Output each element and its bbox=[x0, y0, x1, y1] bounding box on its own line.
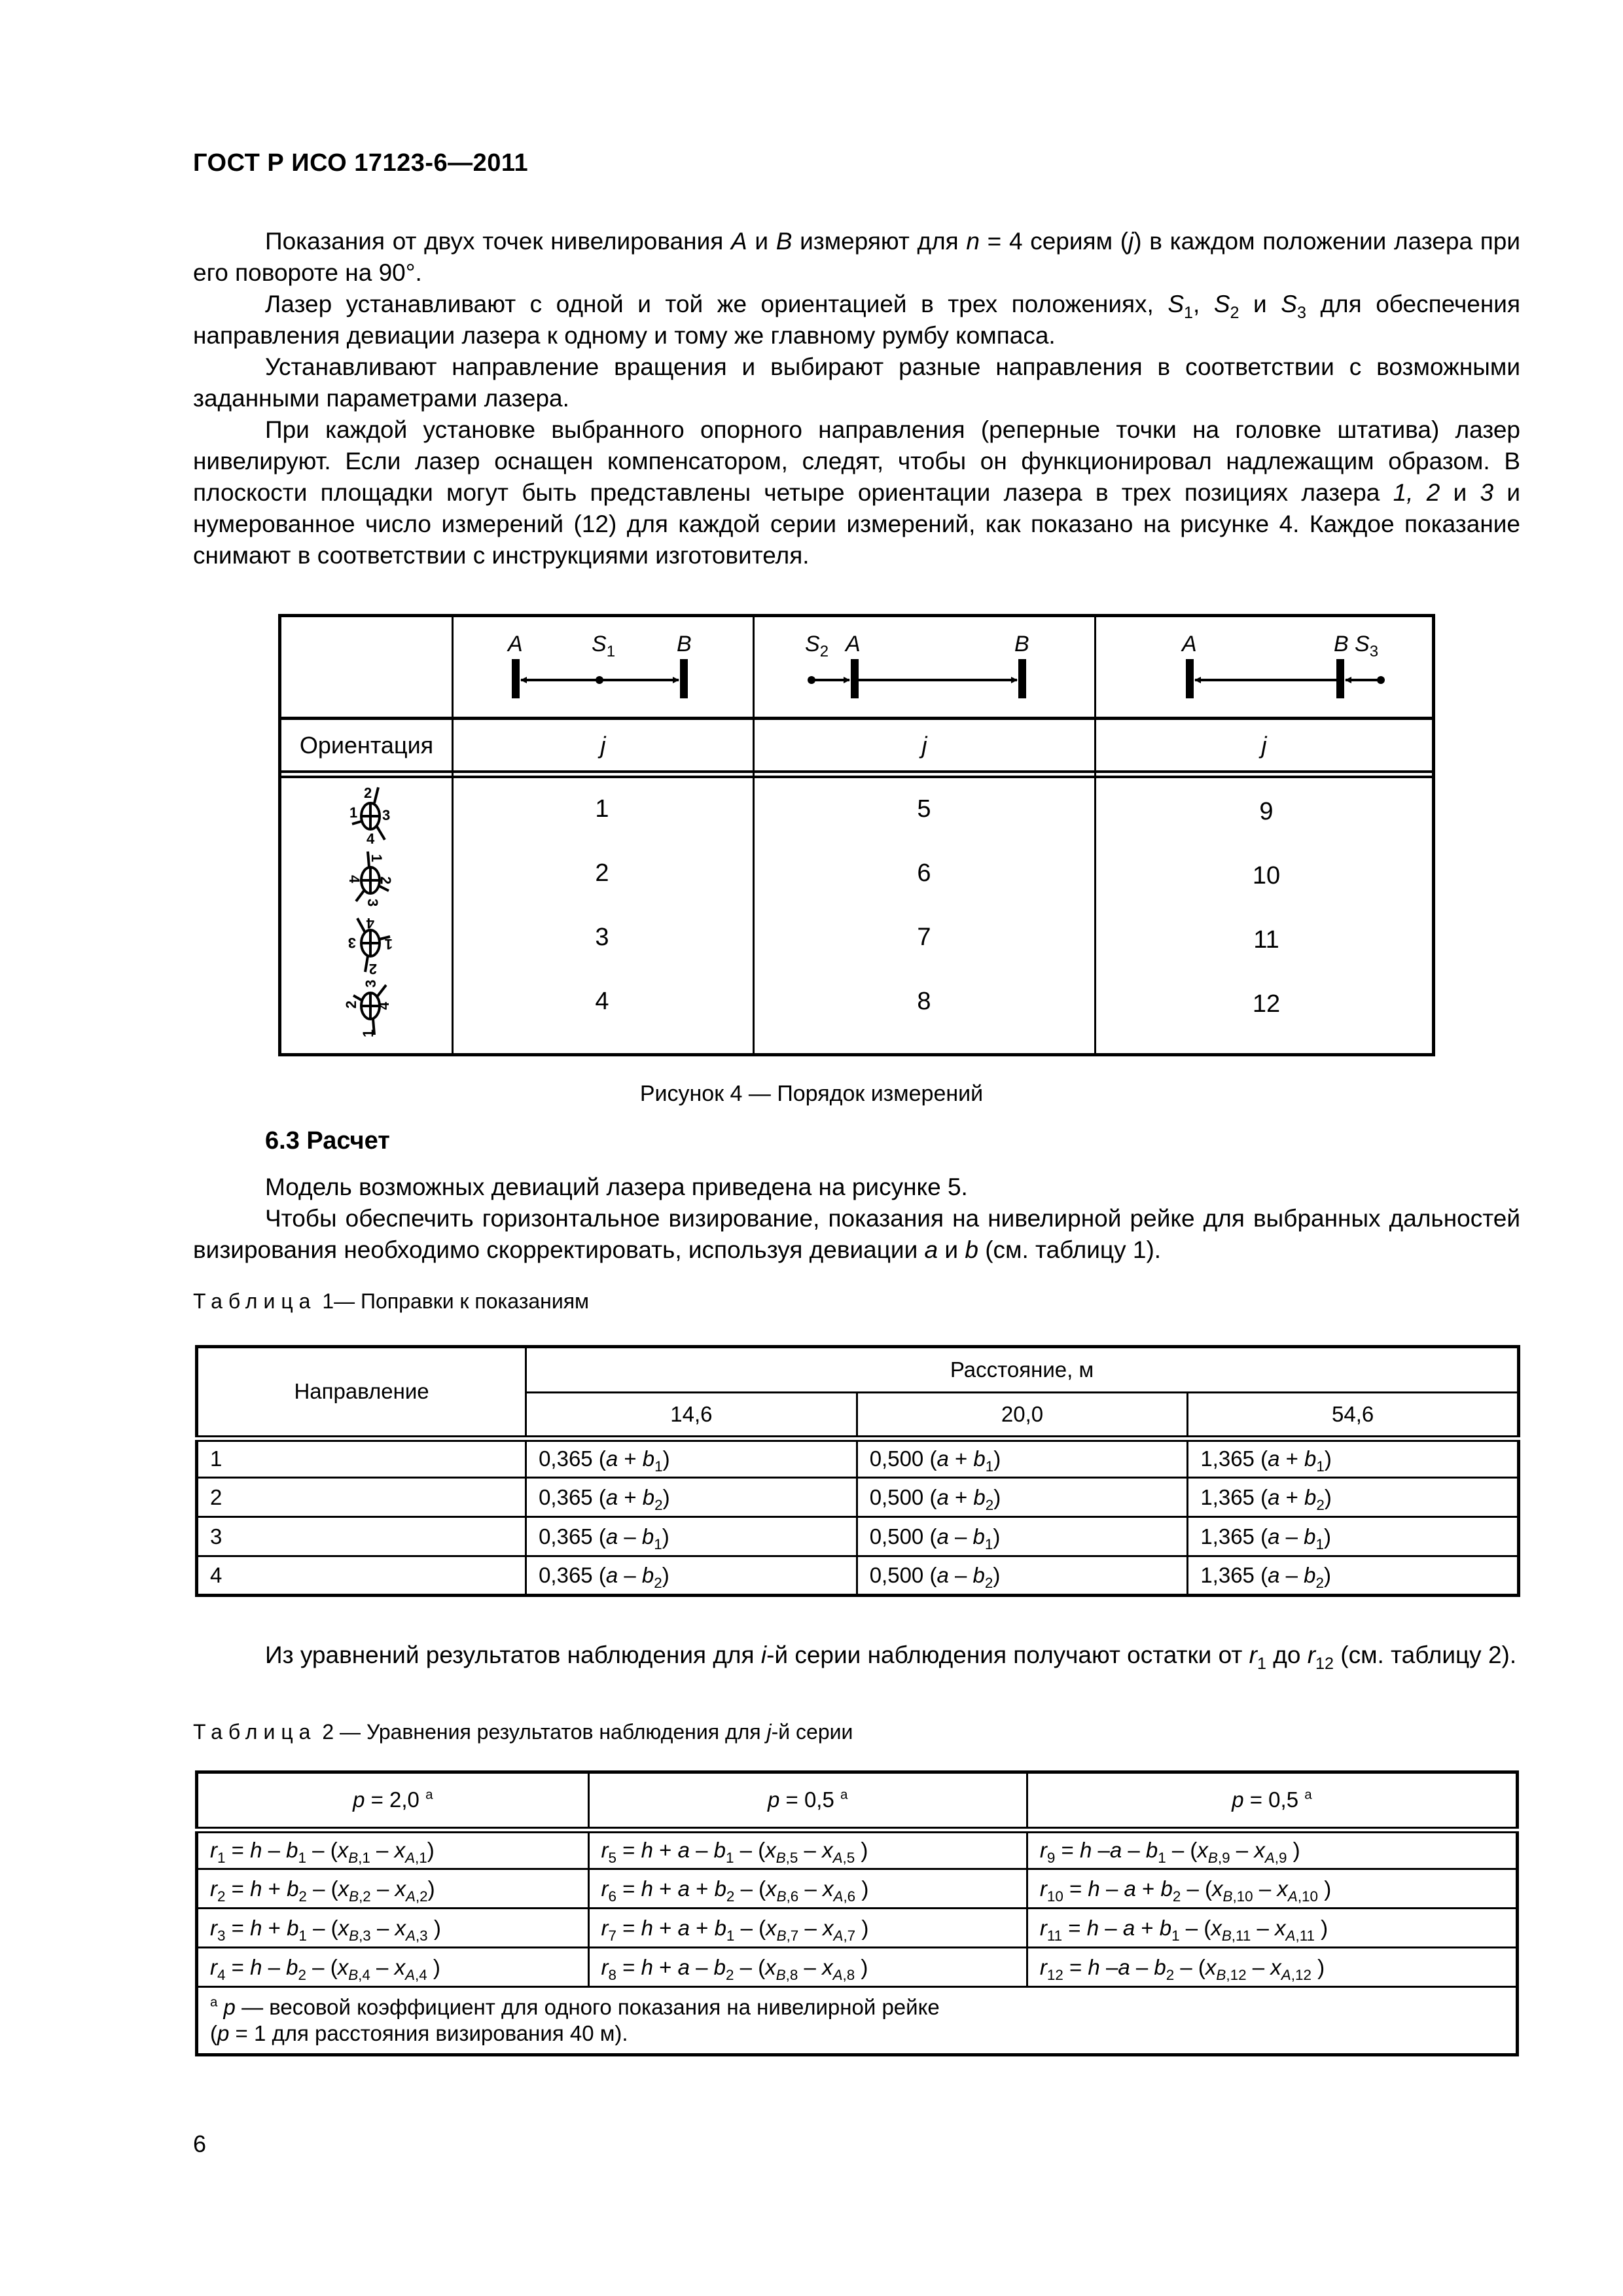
footnote-line-2: (p = 1 для расстояния визирования 40 м). bbox=[210, 2021, 628, 2045]
distance-col: 54,6 bbox=[1188, 1393, 1519, 1439]
header-direction: Направление bbox=[197, 1347, 526, 1439]
j-value: 9 bbox=[1259, 798, 1274, 825]
paragraph-readings: Показания от двух точек нивелирования A и B измеряют для n = 4 сериям (j) в каждом положении лазера при его повороте на 90°. bbox=[193, 228, 1520, 286]
svg-text:4: 4 bbox=[366, 915, 374, 931]
svg-text:4: 4 bbox=[346, 875, 363, 884]
direction-cell: 4 bbox=[197, 1556, 526, 1596]
correction-cell: 0,365 $(a + b_1)$ bbox=[526, 1439, 857, 1478]
j-value: 12 bbox=[1252, 990, 1281, 1018]
svg-text:A: A bbox=[846, 632, 861, 656]
table-1-body bbox=[197, 1439, 1519, 1596]
table-row bbox=[197, 1869, 1518, 1909]
table-2-equations bbox=[195, 1770, 1519, 2056]
correction-cell: 1,365 $(a - b_1)$ bbox=[1188, 1517, 1519, 1556]
svg-text:S3: $S_3$ bbox=[1355, 632, 1379, 660]
direction-cell: 3 bbox=[197, 1517, 526, 1556]
svg-text:A: A bbox=[1182, 632, 1197, 656]
section-text bbox=[193, 1172, 1520, 1266]
j-header-3: j bbox=[1261, 731, 1267, 759]
equation-cell: $r_8 = h + a - b_2 - (x_{B,8} - x_{A,8}$ ) bbox=[588, 1948, 1027, 1987]
correction-cell: 1,365 $(a + b_1)$ bbox=[1188, 1439, 1519, 1478]
distance-col: 14,6 bbox=[526, 1393, 857, 1439]
paragraph-correction: Чтобы обеспечить горизонтальное визирование, показания на нивелирной рейке для выбранных дальностей визирования необходимо скорректировать, используя девиации a и b (см. таблицу 1). bbox=[193, 1205, 1520, 1263]
correction-cell: 0,500 $(a + b_1)$ bbox=[857, 1439, 1188, 1478]
equation-cell: $r_1 = h - b_1 - (x_{B,1} - x_{A,1})$ bbox=[197, 1830, 589, 1869]
paragraph-procedure: При каждой установке выбранного опорного направления (реперные точки на головке штатива) лазер нивелируют. Если лазер оснащен компенсатором, следят, чтобы он функционировал надлежащим образом. В плоскости площадки могут быть представлены четыре ориентации лазера в трех позициях лазера 1, 2 и 3 и нумерованное число измерений (12) для каждой серии измерений, как показано на рисунке 4. Каждое показание снимают в соответствии с инструкциями изготовителя. bbox=[193, 416, 1520, 569]
header-distance: Расстояние, м bbox=[526, 1347, 1519, 1393]
table-row bbox=[197, 1556, 1519, 1596]
svg-text:3: 3 bbox=[363, 979, 379, 988]
weight-header: p = 2,0 $^a$ bbox=[197, 1772, 589, 1830]
document-header: ГОСТ Р ИСО 17123-6—2011 bbox=[193, 149, 529, 177]
j-header-2: j bbox=[921, 731, 927, 759]
svg-text:4: 4 bbox=[366, 831, 375, 847]
j-value: 7 bbox=[917, 924, 931, 951]
figure-4-caption: Рисунок 4 — Порядок измерений bbox=[639, 1081, 984, 1106]
mid-text bbox=[193, 1640, 1520, 1671]
paragraph-model: Модель возможных девиаций лазера приведена на рисунке 5. bbox=[265, 1174, 968, 1200]
table-row bbox=[197, 1439, 1519, 1478]
table-row bbox=[197, 1909, 1518, 1948]
svg-text:3: 3 bbox=[365, 899, 381, 907]
correction-cell: 0,500 $(a - b_1)$ bbox=[857, 1517, 1188, 1556]
j-value: 2 bbox=[595, 859, 609, 887]
table-2-caption: Таблица 2 — Уравнения результатов наблюдения для j-й серии bbox=[193, 1720, 853, 1744]
svg-text:1: 1 bbox=[384, 936, 393, 952]
j-value: 11 bbox=[1253, 926, 1279, 954]
correction-cell: 0,365 $(a - b_2)$ bbox=[526, 1556, 857, 1596]
equation-cell: $r_6 = h + a + b_2 - (x_{B,6} - x_{A,6}$ ) bbox=[588, 1869, 1027, 1909]
paragraph-residuals: Из уравнений результатов наблюдения для i-й серии наблюдения получают остатки от $r_1$ до $r_{12}$ (см. таблицу 2). bbox=[265, 1641, 1517, 1673]
figure-4-measurement-order bbox=[278, 614, 1435, 1056]
correction-cell: 1,365 $(a + b_2)$ bbox=[1188, 1478, 1519, 1517]
equation-cell: $r_2 = h + b_2 - (x_{B,2} - x_{A,2})$ bbox=[197, 1869, 589, 1909]
equation-cell: $r_5 = h + a - b_1 - (x_{B,5} - x_{A,5}$ ) bbox=[588, 1830, 1027, 1869]
orientation-icons bbox=[327, 782, 412, 1044]
j-header-1: j bbox=[600, 731, 606, 759]
intro-text bbox=[193, 226, 1520, 571]
compass-icon-1 bbox=[349, 785, 390, 847]
j-value: 4 bbox=[595, 988, 609, 1015]
table-row bbox=[197, 1830, 1518, 1869]
footnote-line-1: $^a$ p — весовой коэффициент для одного показания на нивелирной рейке bbox=[210, 1994, 940, 2019]
j-value: 1 bbox=[595, 795, 609, 823]
section-title: 6.3 Расчет bbox=[265, 1127, 390, 1155]
j-value: 3 bbox=[595, 924, 609, 951]
svg-text:S1: $S_1$ bbox=[592, 632, 616, 660]
svg-text:B: B bbox=[1334, 632, 1349, 656]
distance-col: 20,0 bbox=[857, 1393, 1188, 1439]
table-2-header-row bbox=[197, 1772, 1518, 1830]
equation-cell: $r_9 = h$ $-a - b_1 - (x_{B,9} - x_{A,9}$ ) bbox=[1027, 1830, 1517, 1869]
j-value: 10 bbox=[1252, 862, 1281, 889]
table-row bbox=[197, 1948, 1518, 1987]
svg-text:1: 1 bbox=[349, 804, 358, 821]
paragraph-laser-setup: Лазер устанавливают с одной и той же ориентацией в трех положениях, $S_1$, $S_2$ и $S_3$ для обеспечения направления девиации лазера к одному и тому же главному румбу компаса. bbox=[193, 291, 1520, 349]
svg-text:1: 1 bbox=[368, 854, 385, 863]
compass-icon-3 bbox=[348, 915, 393, 977]
svg-text:4: 4 bbox=[376, 1001, 392, 1010]
j-value: 6 bbox=[917, 859, 931, 887]
table-2-body bbox=[197, 1830, 1518, 1987]
equation-cell: $r_{12} = h$ $-a - b_2 - (x_{B,12} - x_{A,12}$ ) bbox=[1027, 1948, 1517, 1987]
svg-text:2: 2 bbox=[364, 785, 372, 801]
table-row bbox=[197, 1517, 1519, 1556]
svg-text:2: 2 bbox=[343, 1000, 359, 1009]
table-1-corrections bbox=[195, 1345, 1520, 1597]
correction-cell: 0,365 $(a - b_1)$ bbox=[526, 1517, 857, 1556]
equation-cell: $r_4 = h - b_2 - (x_{B,4} - x_{A,4}$ ) bbox=[197, 1948, 589, 1987]
table-row bbox=[197, 1478, 1519, 1517]
correction-cell: 0,500 $(a + b_2)$ bbox=[857, 1478, 1188, 1517]
direction-cell: 1 bbox=[197, 1439, 526, 1478]
svg-text:3: 3 bbox=[382, 807, 391, 823]
compass-icon-4 bbox=[343, 980, 392, 1037]
svg-text:1: 1 bbox=[360, 1029, 376, 1037]
svg-text:2: 2 bbox=[368, 961, 377, 977]
compass-icon-2 bbox=[346, 852, 394, 906]
page-number: 6 bbox=[193, 2130, 207, 2157]
equation-cell: $r_{11} = h - a + b_1 - (x_{B,11} - x_{A,11}$ ) bbox=[1027, 1909, 1517, 1948]
weight-header: p = 0,5 $^a$ bbox=[588, 1772, 1027, 1830]
correction-cell: 1,365 $(a - b_2)$ bbox=[1188, 1556, 1519, 1596]
svg-text:3: 3 bbox=[348, 935, 356, 951]
equation-cell: $r_7 = h + a + b_1 - (x_{B,7} - x_{A,7}$ ) bbox=[588, 1909, 1027, 1948]
direction-cell: 2 bbox=[197, 1478, 526, 1517]
j-value: 5 bbox=[917, 795, 931, 823]
svg-text:2: 2 bbox=[378, 876, 394, 885]
weight-header: p = 0,5 $^a$ bbox=[1027, 1772, 1517, 1830]
svg-text:B: B bbox=[1014, 632, 1029, 656]
orientation-label: Ориентация bbox=[299, 731, 434, 759]
equation-cell: $r_{10} = h - a + b_2 - (x_{B,10} - x_{A,10}$ ) bbox=[1027, 1869, 1517, 1909]
correction-cell: 0,365 $(a + b_2)$ bbox=[526, 1478, 857, 1517]
svg-text:B: B bbox=[677, 632, 692, 656]
station-diagrams bbox=[281, 617, 1432, 717]
j-value: 8 bbox=[917, 988, 931, 1015]
svg-text:A: A bbox=[508, 632, 523, 656]
table-1-caption: Таблица 1— Поправки к показаниям bbox=[193, 1289, 590, 1313]
svg-text:S2: $S_2$ bbox=[805, 632, 829, 660]
correction-cell: 0,500 $(a - b_2)$ bbox=[857, 1556, 1188, 1596]
table-2-footnote bbox=[197, 1987, 1518, 2055]
paragraph-rotation: Устанавливают направление вращения и выбирают разные направления в соответствии с возможными заданными параметрами лазера. bbox=[193, 353, 1520, 412]
equation-cell: $r_3 = h + b_1 - (x_{B,3} - x_{A,3}$ ) bbox=[197, 1909, 589, 1948]
